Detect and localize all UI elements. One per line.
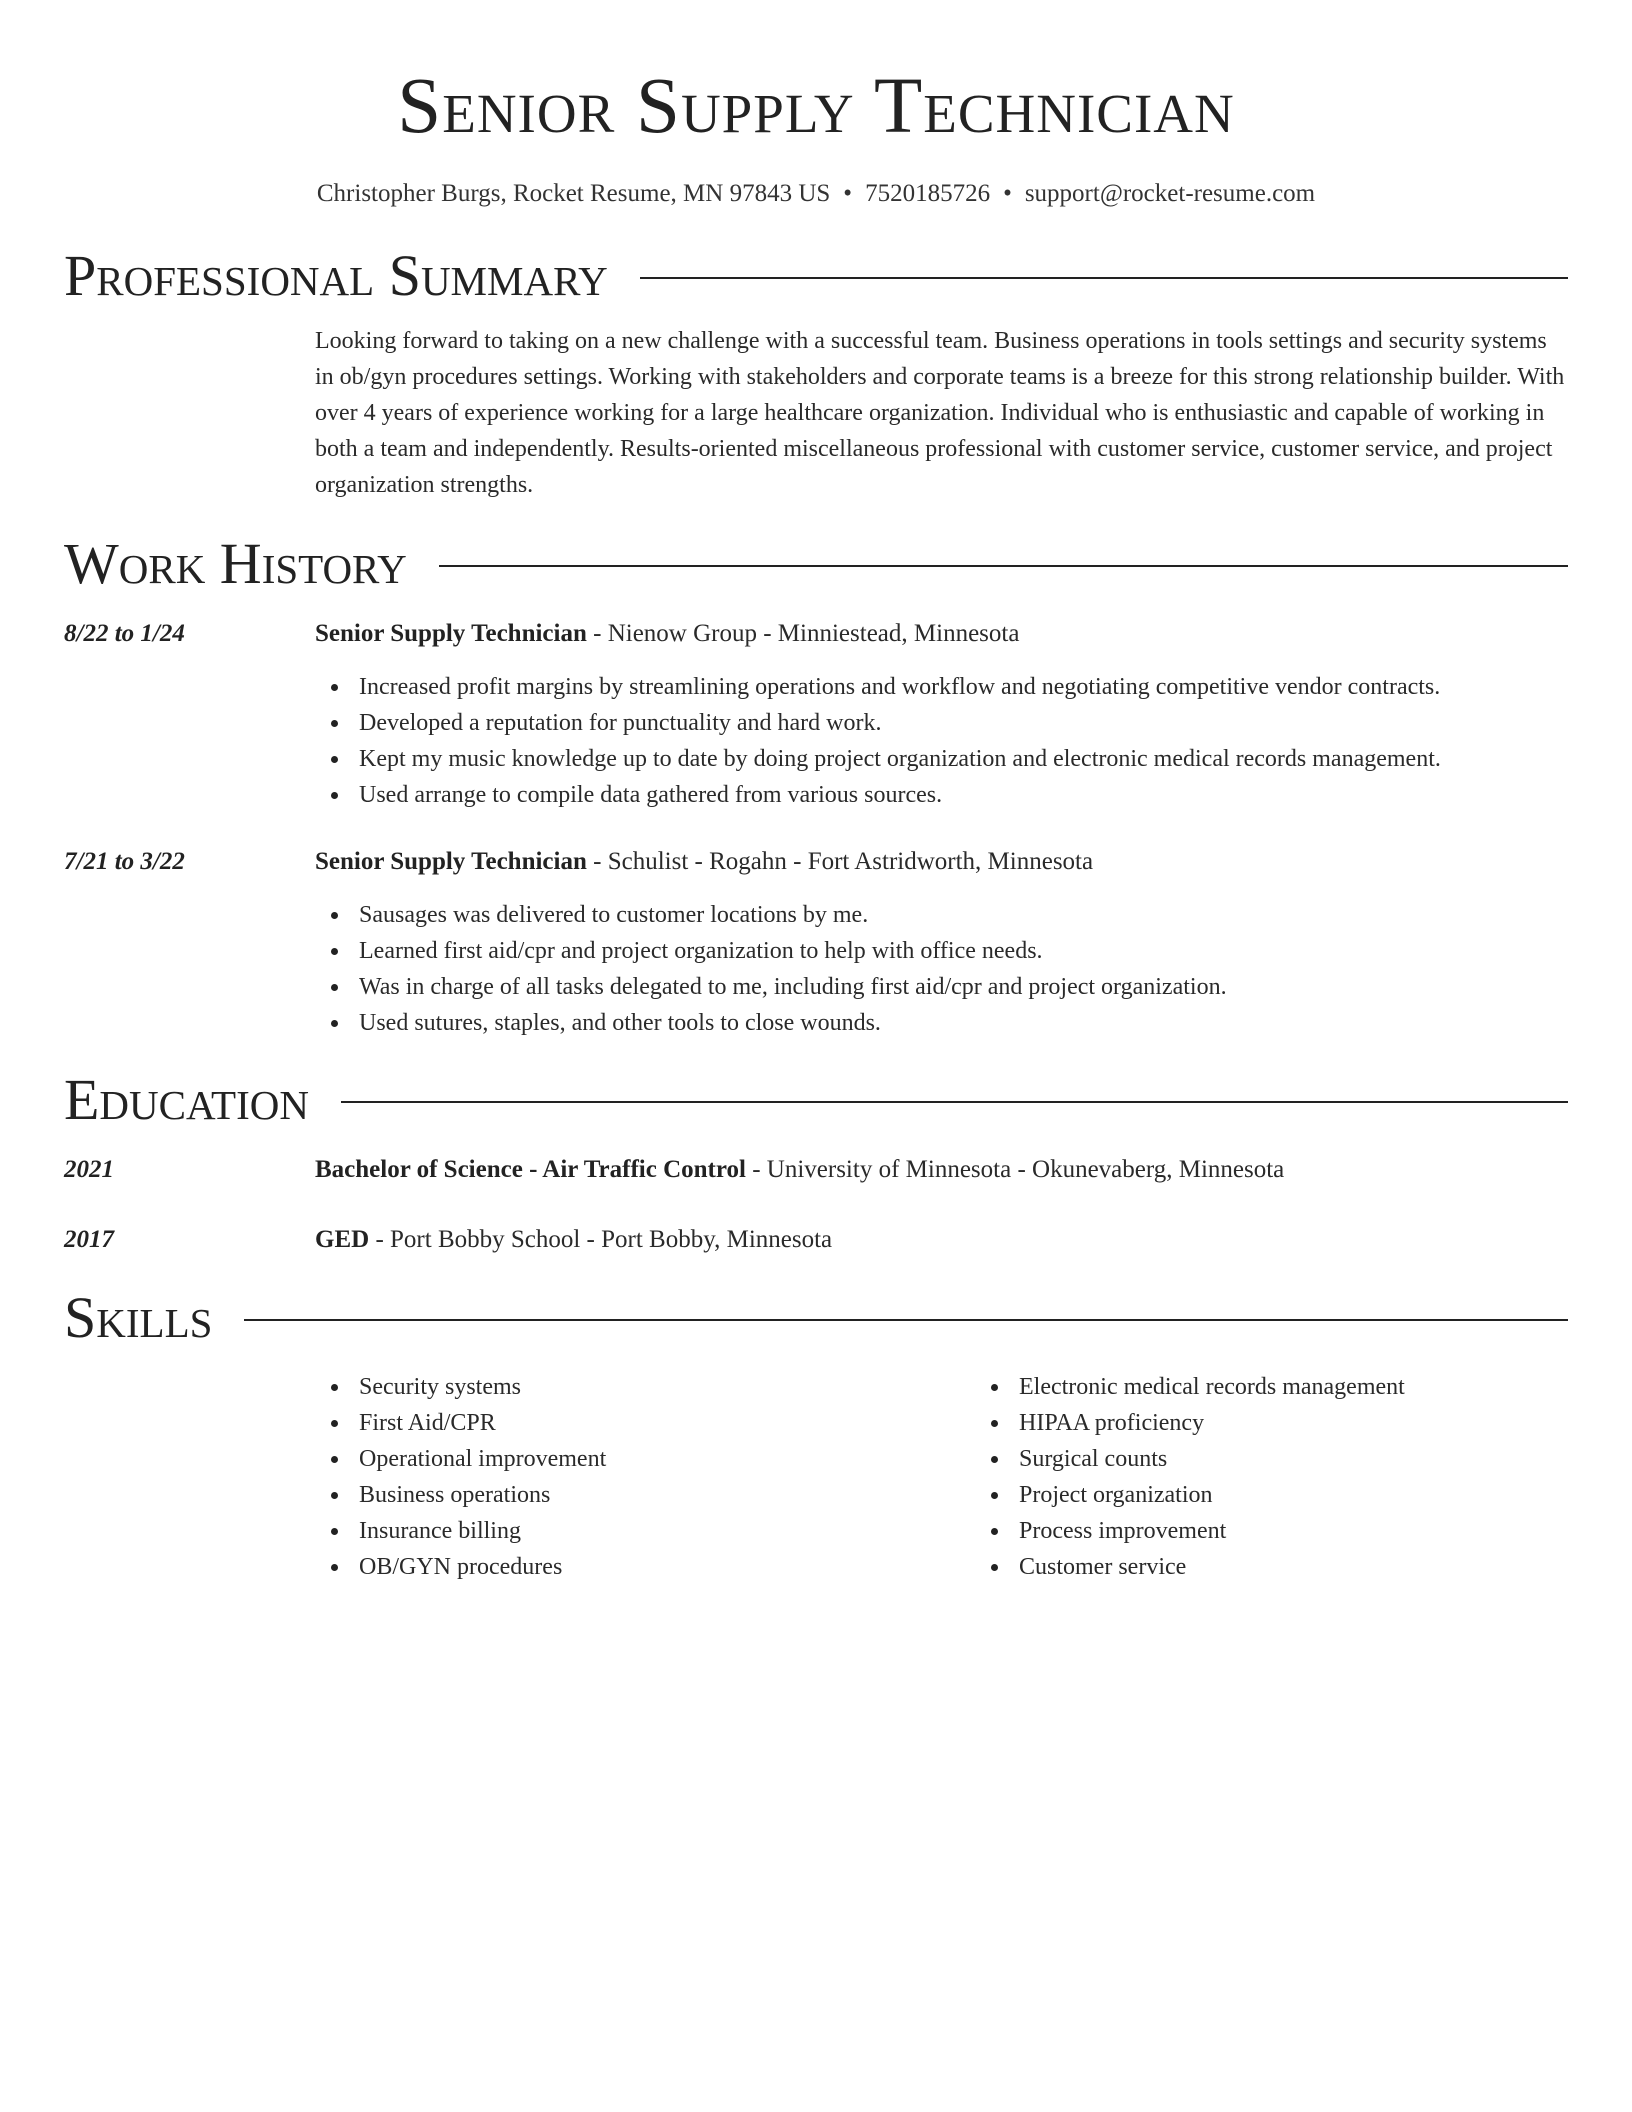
contact-email: support@rocket-resume.com [1024, 180, 1316, 207]
job-bullet: Developed a reputation for punctuality and hard work. [359, 705, 1568, 741]
job-bullet: Increased profit margins by streamlining operations and workflow and negotiating competitive vendor contracts. [359, 669, 1568, 705]
section-divider [244, 1319, 1568, 1321]
job-entry [64, 617, 1568, 813]
job-heading [315, 845, 1568, 879]
skill-item: Security systems [359, 1369, 975, 1405]
job-bullets [315, 669, 1568, 813]
education-entry [64, 1223, 1568, 1257]
skill-item: Customer service [1019, 1549, 1632, 1585]
job-title: Senior Supply Technician [315, 848, 587, 875]
education-heading: Education [64, 1067, 309, 1132]
job-heading [315, 617, 1568, 651]
section-divider [640, 277, 1568, 279]
job-bullets [315, 897, 1568, 1041]
education-details: - Port Bobby School - Port Bobby, Minnesota [369, 1226, 833, 1253]
work-section-header [64, 533, 1568, 595]
skills-section-header [64, 1287, 1568, 1349]
resume-page [64, 0, 1568, 1585]
education-line [315, 1223, 1568, 1257]
job-details: - Schulist - Rogahn - Fort Astridworth, Minnesota [586, 848, 1094, 875]
skill-item: First Aid/CPR [359, 1405, 975, 1441]
skill-item: Process improvement [1019, 1513, 1632, 1549]
summary-heading: Professional Summary [64, 243, 608, 308]
education-degree: GED [315, 1226, 370, 1253]
job-bullet: Kept my music knowledge up to date by doing project organization and electronic medical records management. [359, 741, 1568, 777]
section-divider [341, 1101, 1568, 1103]
contact-separator: • [1003, 180, 1012, 207]
contact-line [64, 179, 1568, 209]
skill-item: Operational improvement [359, 1441, 975, 1477]
skills-heading: Skills [64, 1285, 213, 1350]
work-heading: Work History [64, 531, 407, 596]
resume-title: Senior Supply Technician [397, 63, 1235, 150]
job-bullet: Sausages was delivered to customer locations by me. [359, 897, 1568, 933]
job-bullet: Used arrange to compile data gathered from various sources. [359, 777, 1568, 813]
summary-row [64, 323, 1568, 503]
education-line [315, 1153, 1568, 1187]
skill-item: Surgical counts [1019, 1441, 1632, 1477]
education-details: - University of Minnesota - Okunevaberg, Minnesota [745, 1156, 1285, 1183]
job-details: - Nienow Group - Minniestead, Minnesota [586, 620, 1020, 647]
skill-item: HIPAA proficiency [1019, 1405, 1632, 1441]
skills-grid [315, 1369, 1632, 1585]
education-year: 2021 [64, 1156, 114, 1183]
job-dates: 8/22 to 1/24 [64, 620, 185, 647]
job-dates: 7/21 to 3/22 [64, 848, 185, 875]
skills-row [64, 1369, 1568, 1585]
job-bullet: Was in charge of all tasks delegated to me, including first aid/cpr and project organization. [359, 969, 1568, 1005]
skill-item: Insurance billing [359, 1513, 975, 1549]
education-year: 2017 [64, 1226, 114, 1253]
skill-item: Business operations [359, 1477, 975, 1513]
education-degree: Bachelor of Science - Air Traffic Control [315, 1156, 746, 1183]
education-section-header [64, 1069, 1568, 1131]
contact-phone: 7520185726 [865, 180, 991, 207]
summary-section-header [64, 245, 1568, 307]
education-entry [64, 1153, 1568, 1187]
contact-address: Christopher Burgs, Rocket Resume, MN 97843 US [316, 180, 831, 207]
contact-separator: • [843, 180, 853, 207]
job-bullet: Learned first aid/cpr and project organization to help with office needs. [359, 933, 1568, 969]
summary-text: Looking forward to taking on a new challenge with a successful team. Business operations in tools settings and security systems in ob/gyn procedures settings. Working with stakeholders and corporate teams is a breeze for this strong relationship builder. With over 4 years of experience working for a large healthcare organization. Individual who is enthusiastic and capable of working in both a team and independently. Results-oriented miscellaneous professional with customer service, customer service, and project organization strengths. [315, 328, 1565, 498]
skills-column [975, 1369, 1632, 1585]
skills-column [315, 1369, 975, 1585]
job-entry [64, 845, 1568, 1041]
skill-item: Electronic medical records management [1019, 1369, 1632, 1405]
job-title: Senior Supply Technician [315, 620, 587, 647]
skill-item: Project organization [1019, 1477, 1632, 1513]
job-bullet: Used sutures, staples, and other tools to close wounds. [359, 1005, 1568, 1041]
section-divider [439, 565, 1568, 567]
skill-item: OB/GYN procedures [359, 1549, 975, 1585]
